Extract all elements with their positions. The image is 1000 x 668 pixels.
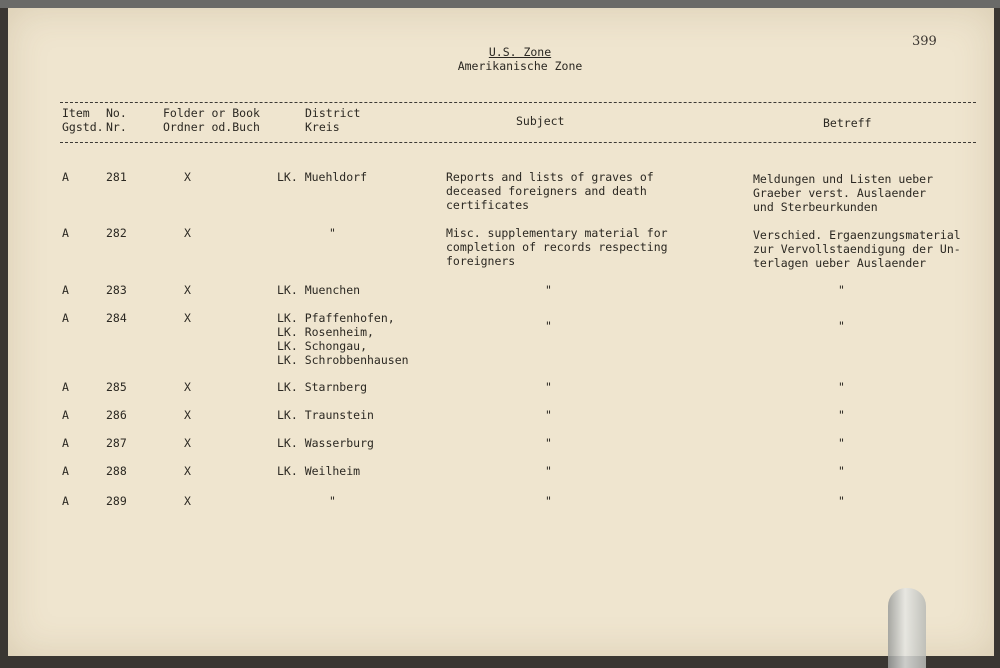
cell-no: 282: [106, 226, 127, 240]
cell-subject: Misc. supplementary material for completion of records respecting foreigners: [446, 226, 668, 268]
cell-folder: X: [184, 408, 191, 422]
page-subtitle: Amerikanische Zone: [457, 59, 583, 73]
cell-item: A: [62, 494, 69, 508]
cell-district: LK. Muenchen: [277, 283, 361, 297]
cell-subject: ": [545, 408, 552, 422]
cell-subject: ": [545, 283, 552, 297]
header-betreff: Betreff: [823, 116, 872, 130]
header-subject: Subject: [516, 114, 565, 128]
cell-district: LK. Traunstein: [277, 408, 374, 422]
cell-betreff: ": [838, 408, 845, 422]
cell-item: A: [62, 380, 69, 394]
header-rule-bottom: [60, 142, 976, 143]
cell-betreff: ": [838, 283, 845, 297]
cell-district: ": [329, 494, 336, 508]
cell-district: LK. Weilheim: [277, 464, 361, 478]
cell-betreff: ": [838, 319, 845, 333]
page-number: 399: [912, 34, 937, 49]
cell-no: 288: [106, 464, 127, 478]
cell-no: 289: [106, 494, 127, 508]
cell-no: 285: [106, 380, 127, 394]
document-page: [8, 8, 994, 656]
cell-district: LK. Starnberg: [277, 380, 368, 394]
paper-clip-tab: [888, 588, 926, 668]
cell-folder: X: [184, 283, 191, 297]
cell-betreff: Meldungen und Listen ueber Graeber verst. Auslaender und Sterbeurkunden: [753, 172, 934, 214]
cell-no: 283: [106, 283, 127, 297]
header-district: District Kreis: [305, 106, 361, 134]
cell-item: A: [62, 464, 69, 478]
header-rule-top: [60, 102, 976, 103]
cell-no: 284: [106, 311, 127, 325]
cell-district: LK. Muehldorf: [277, 170, 368, 184]
cell-folder: X: [184, 311, 191, 325]
cell-no: 281: [106, 170, 127, 184]
cell-no: 287: [106, 436, 127, 450]
cell-betreff: ": [838, 436, 845, 450]
page-title: U.S. Zone: [488, 45, 552, 59]
scan-top-edge: [0, 0, 1000, 8]
cell-betreff: Verschied. Ergaenzungsmaterial zur Vervollstaendigung der Un- terlagen ueber Auslaender: [753, 228, 961, 270]
cell-betreff: ": [838, 380, 845, 394]
cell-betreff: ": [838, 464, 845, 478]
cell-betreff: ": [838, 494, 845, 508]
cell-item: A: [62, 311, 69, 325]
cell-subject: ": [545, 319, 552, 333]
cell-folder: X: [184, 170, 191, 184]
cell-item: A: [62, 226, 69, 240]
cell-subject: ": [545, 464, 552, 478]
cell-subject: ": [545, 380, 552, 394]
cell-subject: Reports and lists of graves of deceased foreigners and death certificates: [446, 170, 654, 212]
header-item: Item Ggstd.: [62, 106, 104, 134]
cell-folder: X: [184, 436, 191, 450]
cell-item: A: [62, 283, 69, 297]
cell-district: ": [329, 226, 336, 240]
cell-item: A: [62, 408, 69, 422]
cell-district: LK. Wasserburg: [277, 436, 374, 450]
cell-item: A: [62, 436, 69, 450]
cell-subject: ": [545, 494, 552, 508]
cell-folder: X: [184, 494, 191, 508]
cell-no: 286: [106, 408, 127, 422]
header-no: No. Nr.: [106, 106, 127, 134]
cell-item: A: [62, 170, 69, 184]
cell-folder: X: [184, 464, 191, 478]
cell-district: LK. Pfaffenhofen, LK. Rosenheim, LK. Schongau, LK. Schrobbenhausen: [277, 311, 409, 367]
cell-subject: ": [545, 436, 552, 450]
cell-folder: X: [184, 226, 191, 240]
cell-folder: X: [184, 380, 191, 394]
header-folder: Folder or Book Ordner od.Buch: [163, 106, 260, 134]
